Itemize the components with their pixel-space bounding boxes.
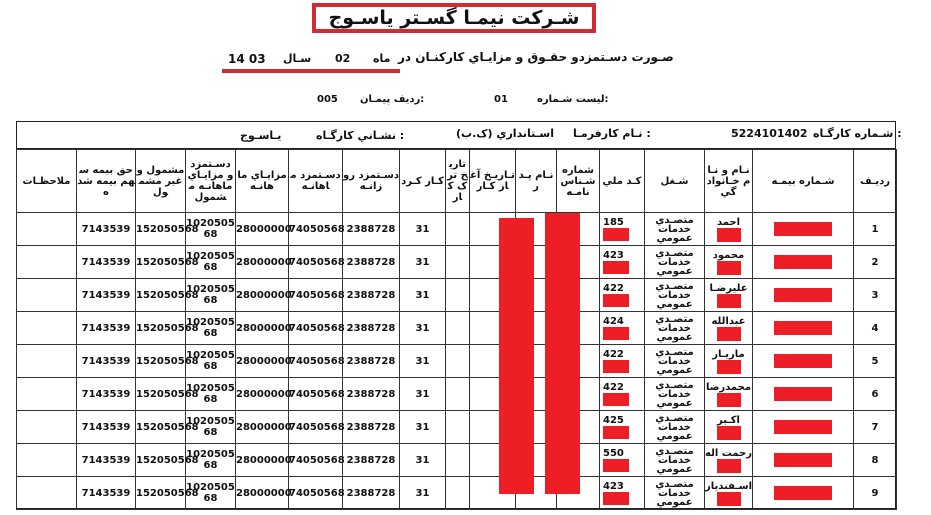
remarks-cell	[17, 345, 77, 378]
insurable-cell: 102050568	[186, 213, 236, 246]
national-code-prefix: 422	[603, 382, 624, 393]
redaction-mark	[603, 327, 629, 340]
name-cell	[705, 345, 753, 378]
monthly-wage-cell: 74050568	[289, 213, 343, 246]
leave-date-cell	[446, 279, 470, 312]
monthly-wage-cell: 74050568	[289, 345, 343, 378]
total-cell: 152050568	[136, 279, 186, 312]
daily-wage-cell: 2388728	[343, 411, 400, 444]
monthly-wage-cell: 74050568	[289, 279, 343, 312]
redaction-bar	[545, 213, 580, 494]
year-label: سـال	[283, 52, 312, 65]
benefits-cell: 28000000	[236, 246, 289, 279]
col-header: حق بیمه سهم بیمه شده	[77, 150, 136, 213]
redaction-mark	[603, 360, 629, 373]
days-cell: 31	[400, 279, 446, 312]
days-cell: 31	[400, 444, 446, 477]
insurance-number-cell	[753, 378, 854, 411]
leave-date-cell	[446, 411, 470, 444]
first-name: علیرضـا	[709, 282, 748, 294]
premium-cell: 7143539	[77, 411, 136, 444]
contract-value: 005	[317, 94, 338, 105]
days-cell: 31	[400, 411, 446, 444]
daily-wage-cell: 2388728	[343, 279, 400, 312]
job-cell: متصـدي خدمات عمومي	[645, 378, 705, 411]
workshop-code-value: 5224101402	[731, 127, 808, 140]
remarks-cell	[17, 378, 77, 411]
premium-cell: 7143539	[77, 213, 136, 246]
remarks-cell	[17, 477, 77, 510]
table-row	[17, 279, 897, 312]
first-name: رحمت اله	[705, 447, 752, 459]
redaction-mark	[774, 255, 832, 269]
job-cell: متصـدي خدمات عمومي	[645, 411, 705, 444]
national-code-prefix: 422	[603, 283, 624, 294]
remarks-cell	[17, 312, 77, 345]
leave-date-cell	[446, 444, 470, 477]
year-value: 14 03	[228, 52, 266, 66]
redaction-mark	[774, 420, 832, 434]
job-cell: متصـدي خدمات عمومي	[645, 312, 705, 345]
total-cell: 152050568	[136, 411, 186, 444]
daily-wage-cell: 2388728	[343, 312, 400, 345]
row-index-cell: 2	[854, 246, 897, 279]
name-cell	[705, 411, 753, 444]
national-code-cell	[600, 378, 645, 411]
redaction-mark	[717, 327, 741, 341]
redaction-mark	[603, 393, 629, 406]
workshop-code-label: شـماره کارگـاه :	[813, 127, 902, 140]
insurable-cell: 102050568	[186, 477, 236, 510]
month-value: 02	[335, 52, 351, 65]
monthly-wage-cell: 74050568	[289, 312, 343, 345]
col-header: کـار کـرد	[400, 150, 446, 213]
job-cell: متصـدي خدمات عمومي	[645, 246, 705, 279]
redaction-mark	[774, 222, 832, 236]
leave-date-cell	[446, 246, 470, 279]
remarks-cell	[17, 213, 77, 246]
remarks-cell	[17, 444, 77, 477]
total-cell: 152050568	[136, 477, 186, 510]
monthly-wage-cell: 74050568	[289, 444, 343, 477]
redaction-mark	[603, 492, 629, 505]
days-cell: 31	[400, 312, 446, 345]
daily-wage-cell: 2388728	[343, 477, 400, 510]
address-label: نشـاني کارگـاه :	[316, 129, 405, 142]
insurable-cell: 102050568	[186, 246, 236, 279]
benefits-cell: 28000000	[236, 213, 289, 246]
days-cell: 31	[400, 213, 446, 246]
company-title: شـرکت نیمـا گسـتر یاسـوج	[312, 3, 596, 33]
remarks-cell	[17, 246, 77, 279]
days-cell: 31	[400, 345, 446, 378]
insurance-number-cell	[753, 411, 854, 444]
redaction-bar	[499, 218, 534, 494]
national-code-prefix: 422	[603, 349, 624, 360]
leave-date-cell	[446, 477, 470, 510]
leave-date-cell	[446, 312, 470, 345]
daily-wage-cell: 2388728	[343, 444, 400, 477]
first-name: اسـفنديار	[705, 480, 753, 492]
total-cell: 152050568	[136, 444, 186, 477]
col-header: دسـتمزد و مزايـاي ماهانـه مشمول	[186, 150, 236, 213]
daily-wage-cell: 2388728	[343, 345, 400, 378]
redaction-mark	[774, 288, 832, 302]
employer-value: (اسـتانداري (ک.ب	[456, 127, 555, 140]
insurance-number-cell	[753, 444, 854, 477]
national-code-prefix: 425	[603, 415, 624, 426]
national-code-cell	[600, 477, 645, 510]
report-subtitle: صـورت دسـتمزدو حقـوق و مزايـاي کارکنـان در	[398, 50, 674, 64]
national-code-cell	[600, 444, 645, 477]
first-name: محمود	[712, 249, 745, 261]
national-code-prefix: 423	[603, 481, 624, 492]
month-label: ماه	[373, 52, 391, 65]
row-index-cell: 4	[854, 312, 897, 345]
redaction-mark	[717, 261, 741, 275]
redaction-mark	[603, 261, 629, 274]
total-cell: 152050568	[136, 246, 186, 279]
benefits-cell: 28000000	[236, 312, 289, 345]
col-header: شـغل	[645, 150, 705, 213]
col-header: رديـف	[854, 150, 897, 213]
col-header: شـماره بیمـه	[753, 150, 854, 213]
leave-date-cell	[446, 213, 470, 246]
col-header: مشمول و غير مشمول	[136, 150, 186, 213]
total-cell: 152050568	[136, 312, 186, 345]
total-cell: 152050568	[136, 213, 186, 246]
redaction-mark	[717, 393, 741, 407]
national-code-prefix: 423	[603, 250, 624, 261]
first-name: عبدالله	[711, 315, 746, 327]
insurance-number-cell	[753, 345, 854, 378]
name-cell	[705, 279, 753, 312]
workshop-info-row	[16, 121, 902, 149]
table-row	[17, 444, 897, 477]
list-value: 01	[494, 94, 508, 105]
col-header: نـام و نـام خـانوادگي	[705, 150, 753, 213]
monthly-wage-cell: 74050568	[289, 411, 343, 444]
national-code-prefix: 424	[603, 316, 624, 327]
first-name: اکـبر	[717, 414, 740, 426]
national-code-cell	[600, 345, 645, 378]
table-header-row	[17, 150, 897, 213]
daily-wage-cell: 2388728	[343, 213, 400, 246]
redaction-mark	[717, 492, 741, 506]
redaction-mark	[774, 354, 832, 368]
job-cell: متصـدي خدمات عمومي	[645, 279, 705, 312]
insurance-number-cell	[753, 246, 854, 279]
national-code-cell	[600, 279, 645, 312]
total-cell: 152050568	[136, 378, 186, 411]
table-row	[17, 345, 897, 378]
redaction-mark	[603, 459, 629, 472]
name-cell	[705, 477, 753, 510]
first-name: ماريـار	[712, 348, 745, 360]
row-index-cell: 6	[854, 378, 897, 411]
insurance-number-cell	[753, 279, 854, 312]
first-name: محمدرضا	[705, 381, 752, 393]
table-row	[17, 213, 897, 246]
row-index-cell: 3	[854, 279, 897, 312]
col-header: مزايـاي ماهانـه	[236, 150, 289, 213]
premium-cell: 7143539	[77, 279, 136, 312]
redaction-mark	[717, 459, 741, 473]
national-code-prefix: 550	[603, 448, 624, 459]
remarks-cell	[17, 411, 77, 444]
national-code-cell	[600, 213, 645, 246]
job-cell: متصـدي خدمات عمومي	[645, 444, 705, 477]
row-index-cell: 1	[854, 213, 897, 246]
insurable-cell: 102050568	[186, 312, 236, 345]
insurance-number-cell	[753, 213, 854, 246]
table-row	[17, 246, 897, 279]
col-header: تاريخ ترک کار	[446, 150, 470, 213]
national-code-cell	[600, 246, 645, 279]
premium-cell: 7143539	[77, 345, 136, 378]
contract-label: رديف پیمـان:	[360, 94, 425, 105]
redaction-mark	[774, 486, 832, 500]
job-cell: متصـدي خدمات عمومي	[645, 345, 705, 378]
redaction-mark	[717, 294, 741, 308]
premium-cell: 7143539	[77, 444, 136, 477]
benefits-cell: 28000000	[236, 444, 289, 477]
benefits-cell: 28000000	[236, 411, 289, 444]
redaction-mark	[774, 321, 832, 335]
insurable-cell: 102050568	[186, 345, 236, 378]
redaction-mark	[774, 387, 832, 401]
remarks-cell	[17, 279, 77, 312]
redaction-mark	[774, 453, 832, 467]
leave-date-cell	[446, 345, 470, 378]
insurable-cell: 102050568	[186, 411, 236, 444]
daily-wage-cell: 2388728	[343, 378, 400, 411]
days-cell: 31	[400, 378, 446, 411]
redaction-mark	[603, 294, 629, 307]
premium-cell: 7143539	[77, 477, 136, 510]
col-header: کـد ملي	[600, 150, 645, 213]
col-header: شماره شـناس نامـه	[557, 150, 600, 213]
benefits-cell: 28000000	[236, 378, 289, 411]
name-cell	[705, 378, 753, 411]
national-code-cell	[600, 411, 645, 444]
insurable-cell: 102050568	[186, 378, 236, 411]
employer-label: نـام کارفرمـا :	[573, 127, 651, 140]
total-cell: 152050568	[136, 345, 186, 378]
name-cell	[705, 444, 753, 477]
monthly-wage-cell: 74050568	[289, 246, 343, 279]
premium-cell: 7143539	[77, 246, 136, 279]
insurance-number-cell	[753, 477, 854, 510]
list-label: لیست شـماره:	[537, 94, 609, 105]
row-index-cell: 5	[854, 345, 897, 378]
col-header: تـاريـخ آغاز کـار	[470, 150, 516, 213]
job-cell: متصـدي خدمات عمومي	[645, 477, 705, 510]
redaction-mark	[603, 426, 629, 439]
table-row	[17, 378, 897, 411]
national-code-cell	[600, 312, 645, 345]
redaction-mark	[717, 360, 741, 374]
col-header: دسـتمزد روزانـه	[343, 150, 400, 213]
name-cell	[705, 213, 753, 246]
job-cell: متصـدي خدمات عمومي	[645, 213, 705, 246]
premium-cell: 7143539	[77, 378, 136, 411]
col-header: نـام پـدر	[516, 150, 557, 213]
national-code-prefix: 185	[603, 217, 624, 228]
insurance-number-cell	[753, 312, 854, 345]
payroll-table	[16, 149, 897, 510]
daily-wage-cell: 2388728	[343, 246, 400, 279]
row-index-cell: 8	[854, 444, 897, 477]
name-cell	[705, 312, 753, 345]
table-row	[17, 477, 897, 510]
monthly-wage-cell: 74050568	[289, 378, 343, 411]
redaction-mark	[717, 228, 741, 242]
premium-cell: 7143539	[77, 312, 136, 345]
leave-date-cell	[446, 378, 470, 411]
benefits-cell: 28000000	[236, 279, 289, 312]
row-index-cell: 9	[854, 477, 897, 510]
days-cell: 31	[400, 477, 446, 510]
days-cell: 31	[400, 246, 446, 279]
table-row	[17, 411, 897, 444]
date-underline	[222, 69, 400, 73]
first-name: احمد	[716, 216, 741, 228]
table-row	[17, 312, 897, 345]
col-header: ملاحظـات	[17, 150, 77, 213]
col-header: دسـتمزد ماهانـه	[289, 150, 343, 213]
redaction-mark	[603, 228, 629, 241]
benefits-cell: 28000000	[236, 477, 289, 510]
redaction-mark	[717, 426, 741, 440]
row-index-cell: 7	[854, 411, 897, 444]
monthly-wage-cell: 74050568	[289, 477, 343, 510]
benefits-cell: 28000000	[236, 345, 289, 378]
insurable-cell: 102050568	[186, 444, 236, 477]
insurable-cell: 102050568	[186, 279, 236, 312]
address-value: يـاسـوج	[240, 129, 282, 142]
name-cell	[705, 246, 753, 279]
